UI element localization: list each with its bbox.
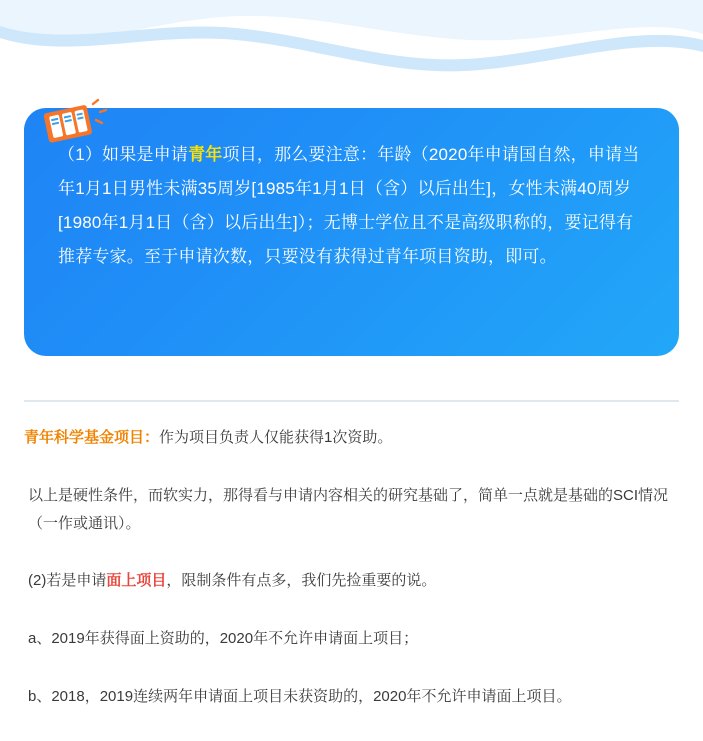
youth-fund-label: 青年科学基金项目： [24,429,160,446]
body-content [24,424,684,741]
callout-text [58,138,649,274]
rule-a-text: a、2019年获得面上资助的，2020年不允许申请面上项目； [28,630,419,647]
rule-a-paragraph [24,625,684,653]
memo-sticker-icon [38,98,112,150]
rule-b-text: b、2018，2019连续两年申请面上项目未获资助的，2020年不允许申请面上项目。 [28,687,572,705]
general-program-highlight: 面上项目 [106,572,167,590]
callout-highlight-youth: 青年 [188,145,223,164]
top-wave-decoration [0,0,703,92]
callout-segment-1: （1）如果是申请 [58,145,189,164]
section-divider [24,400,679,402]
youth-fund-paragraph [24,424,684,452]
rule-b-paragraph [24,683,684,711]
soft-strength-text: 以上是硬性条件，而软实力，那得看与申请内容相关的研究基础了，简单一点就是基础的SCI情况（一作或通讯）。 [28,486,669,532]
youth-fund-text: 作为项目负责人仅能获得1次资助。 [159,429,393,446]
general-program-prefix: (2)若是申请 [28,572,107,590]
soft-strength-paragraph [24,482,684,538]
callout-container [24,98,679,356]
general-program-suffix: ，限制条件有点多，我们先捡重要的说。 [166,572,437,590]
callout-segment-3: 项目，那么要注意：年龄（2020年申请国自然，申请当年1月1日男性未满35周岁[1985年1月1日（含）以后出生]，女性未满40周岁[1980年1月1日（含）以后出生]）；无博士学位且不是高级职称的，要记得有推荐专家。至于申请次数，只要没有获得过青年项目资助，即可。 [58,145,640,266]
general-program-paragraph [24,567,684,595]
callout-card [24,108,679,356]
